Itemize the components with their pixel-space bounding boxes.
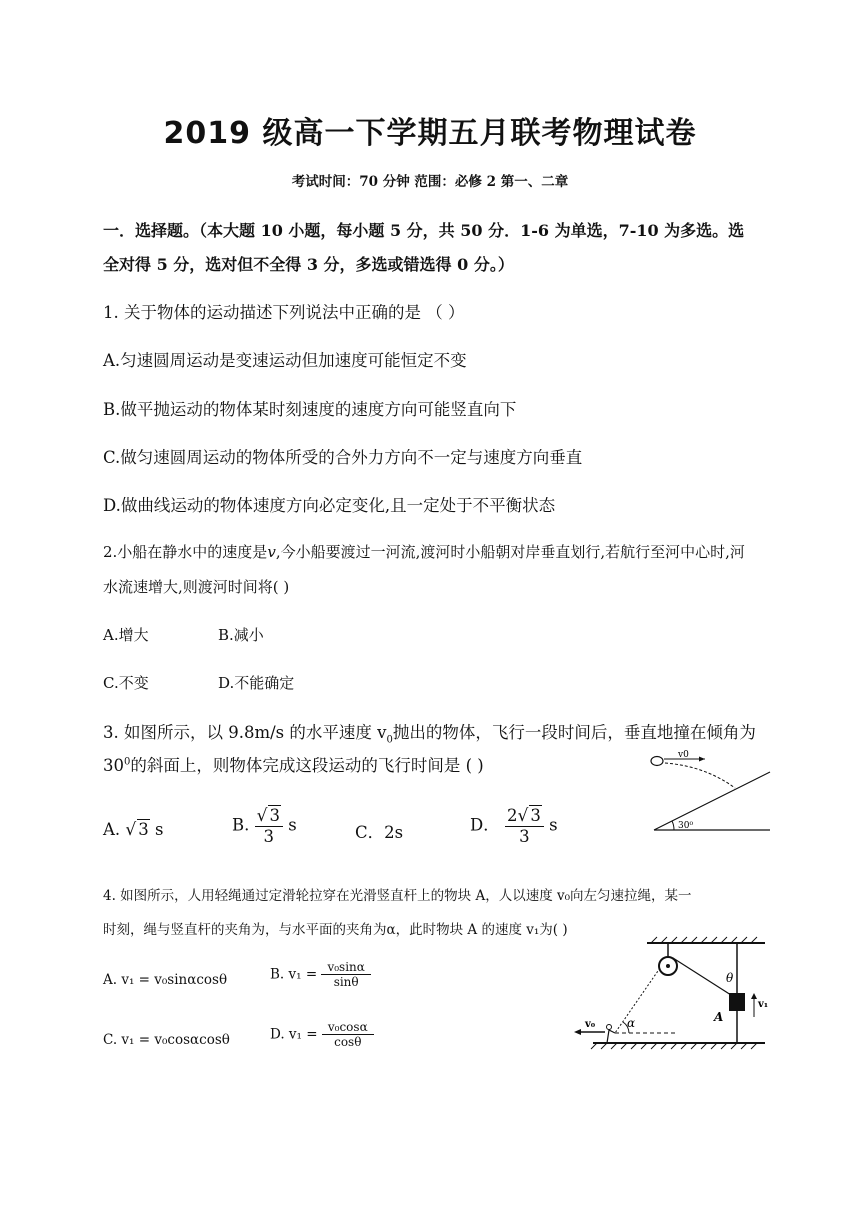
q4-b-label: B. v₁ = <box>270 966 318 983</box>
q4-pulley-figure <box>565 935 770 1053</box>
q4-d-numerator: v₀cosα <box>322 1020 374 1035</box>
q4-b-numerator: v₀sinα <box>321 960 370 975</box>
section-heading-line2: 全对得 5 分，选对但不全得 3 分，多选或错选得 0 分。） <box>103 255 514 274</box>
sqrt-icon: √ <box>517 806 529 826</box>
rope-to-block <box>673 958 731 995</box>
q4-option-d <box>270 1020 374 1050</box>
q3-d-denominator: 3 <box>519 827 530 847</box>
q1-stem: 1. 关于物体的运动描述下列说法中正确的是 （ ） <box>103 303 465 322</box>
sqrt-icon: √ <box>256 806 268 826</box>
exam-info: 考试时间：70 分钟 范围：必修 2 第一、二章 <box>291 174 569 190</box>
page-title: 2019 级高一下学期五月联考物理试卷 <box>163 116 697 151</box>
q3-a-radicand: 3 <box>138 820 149 839</box>
projectile-ball <box>651 757 663 766</box>
v1-label: v₁ <box>758 999 769 1010</box>
q2-option-a: A.增大 <box>103 626 149 644</box>
q3-b-numerator: 3 <box>269 806 280 825</box>
q3-b-fraction <box>255 805 283 847</box>
person-figure <box>607 1030 615 1043</box>
q2-option-d: D.不能确定 <box>218 674 295 692</box>
q3-stem-line2 <box>103 752 484 776</box>
v1-arrowhead <box>751 993 757 999</box>
v0-label: v₀ <box>585 1019 596 1030</box>
q3-option-c: C．2s <box>355 823 404 842</box>
q1-option-c: C.做匀速圆周运动的物体所受的合外力方向不一定与速度方向垂直 <box>103 448 583 467</box>
q3-incline-figure <box>640 750 780 840</box>
q2-stem-part1: 2.小船在静水中的速度是 <box>103 543 268 561</box>
q3-angle-value: 30 <box>103 756 124 775</box>
q3-d-coefficient: 2 <box>506 806 518 825</box>
q4-option-a: A. v₁ = v₀sinαcosθ <box>103 972 228 988</box>
q3-b-denominator: 3 <box>263 827 275 847</box>
q2-stem-part2: ,今小船要渡过一河流,渡河时小船朝对岸垂直划行,若航行至河中心时,河 <box>275 543 745 561</box>
q4-stem-line2: 时刻，绳与竖直杆的夹角为，与水平面的夹角为α，此时物块 A 的速度 v₁为( ) <box>103 922 568 938</box>
q3-stem-line1 <box>103 719 756 745</box>
incline-line <box>654 772 770 830</box>
q3-d-label: D． <box>470 815 500 835</box>
q3-a-unit: s <box>155 820 164 839</box>
pulley-axle <box>666 964 670 968</box>
angle-arc <box>672 821 674 830</box>
q1-option-d: D.做曲线运动的物体速度方向必定变化,且一定处于不平衡状态 <box>103 496 556 515</box>
q4-d-fraction <box>322 1020 374 1050</box>
q4-d-label: D. v₁ = <box>270 1026 318 1043</box>
v0-label: v0 <box>678 750 689 760</box>
q2-option-c: C.不变 <box>103 674 149 692</box>
q1-option-b: B.做平抛运动的物体某时刻速度的速度方向可能竖直向下 <box>103 400 517 419</box>
sqrt-icon: √ <box>125 820 137 840</box>
q3-option-d <box>470 805 558 847</box>
v0-arrowhead <box>699 757 705 762</box>
q4-b-fraction <box>321 960 370 990</box>
q4-option-b <box>270 960 371 990</box>
q2-var-v: v <box>267 543 276 561</box>
q4-stem-line1: 4. 如图所示，人用轻绳通过定滑轮拉穿在光滑竖直杆上的物块 A，人以速度 v₀向左匀速拉绳，某一 <box>103 888 692 904</box>
q4-option-c: C. v₁ = v₀cosαcosθ <box>103 1032 230 1048</box>
angle-label: 30⁰ <box>678 821 694 831</box>
q3-stem-text-c: 的斜面上，则物体完成这段运动的飞行时间是 ( ) <box>130 756 484 775</box>
alpha-label: α <box>627 1016 636 1030</box>
block-a-label: A <box>714 1010 724 1024</box>
q3-stem-text-a: 3. 如图所示，以 9.8m/s 的水平速度 v <box>103 723 387 742</box>
v0-arrowhead <box>574 1029 581 1035</box>
q3-b-label: B. <box>232 815 250 835</box>
q2-option-b: B.减小 <box>218 626 264 644</box>
q3-b-unit: s <box>288 815 297 835</box>
q3-d-fraction <box>505 805 544 847</box>
q3-option-b <box>232 805 297 847</box>
q3-angle-sup: 0 <box>124 756 131 768</box>
q3-stem-text-b: 抛出的物体，飞行一段时间后，垂直地撞在倾角为 <box>392 723 756 742</box>
q3-d-unit: s <box>549 815 558 835</box>
theta-label: θ <box>726 971 734 985</box>
q2-stem-line2: 水流速增大,则渡河时间将( ) <box>103 578 290 596</box>
person-head <box>607 1025 612 1030</box>
section-heading-line1: 一．选择题。（本大题 10 小题，每小题 5 分，共 50 分．1-6 为单选，7-10 为多选。选 <box>103 221 745 240</box>
rope-to-person <box>615 968 660 1033</box>
q2-stem-line1 <box>103 541 745 562</box>
q1-option-a: A.匀速圆周运动是变速运动但加速度可能恒定不变 <box>103 351 467 370</box>
q3-option-a <box>103 819 163 840</box>
q3-a-label: A. <box>103 820 121 839</box>
trajectory-path <box>665 763 735 788</box>
q4-b-denominator: sinθ <box>333 975 359 990</box>
q4-d-denominator: cosθ <box>334 1035 362 1050</box>
q3-d-radicand: 3 <box>530 806 541 825</box>
block-a <box>729 993 745 1011</box>
q3-v0-subscript: 0 <box>386 734 393 746</box>
